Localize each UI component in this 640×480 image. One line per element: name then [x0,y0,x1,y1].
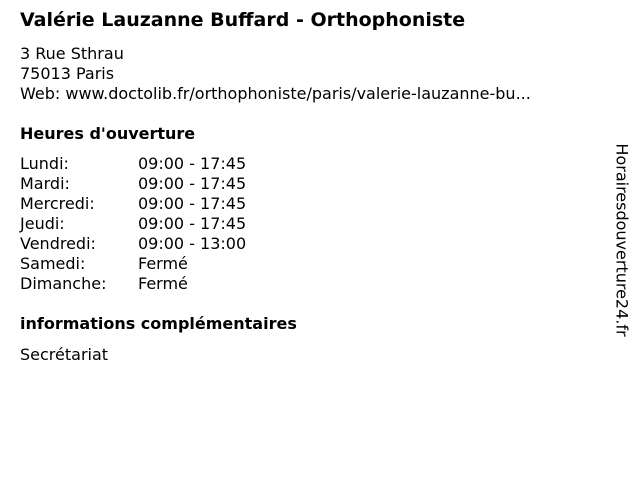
day-hours: 09:00 - 17:45 [138,214,247,233]
day-label: Vendredi: [20,234,96,253]
day-hours: 09:00 - 17:45 [138,154,247,173]
address-block [20,44,531,104]
day-label: Samedi: [20,254,86,273]
address-city: 75013 Paris [20,64,115,83]
day-label: Jeudi: [20,214,65,233]
address-web: Web: www.doctolib.fr/orthophoniste/paris/valerie-lauzanne-bu... [20,84,531,103]
info-heading: informations complémentaires [20,314,297,333]
day-hours: Fermé [138,254,188,273]
brand-watermark: Horairesdouverture24.fr [612,143,632,337]
day-hours: 09:00 - 17:45 [138,174,247,193]
address-street: 3 Rue Sthrau [20,44,124,63]
day-hours: Fermé [138,274,188,293]
day-label: Mardi: [20,174,70,193]
day-label: Lundi: [20,154,69,173]
day-label: Dimanche: [20,274,107,293]
page-title: Valérie Lauzanne Buffard - Orthophoniste [20,9,466,31]
hours-heading: Heures d'ouverture [20,124,196,143]
day-hours: 09:00 - 17:45 [138,194,247,213]
day-label: Mercredi: [20,194,95,213]
day-hours: 09:00 - 13:00 [138,234,247,253]
info-text: Secrétariat [20,345,109,364]
